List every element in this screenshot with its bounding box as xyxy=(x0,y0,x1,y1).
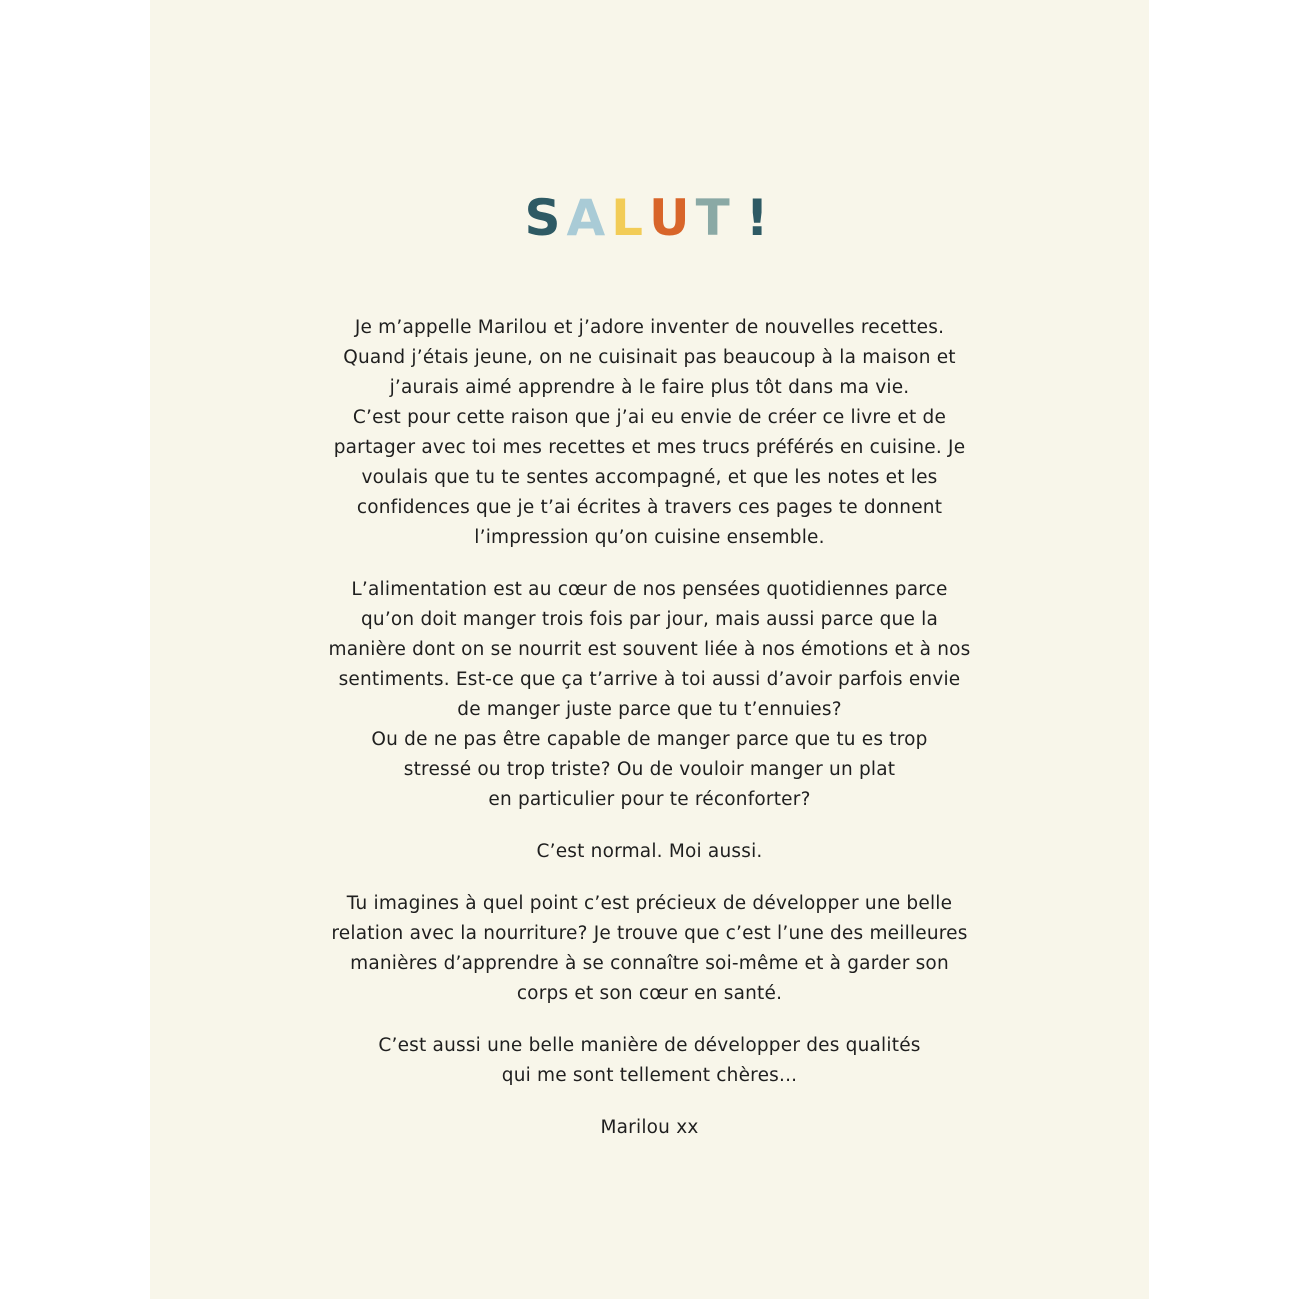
text-line: qu’on doit manger trois fois par jour, mais aussi parce que la xyxy=(360,609,939,630)
text-line: manières d’apprendre à se connaître soi-même et à garder son xyxy=(350,953,949,974)
body-text xyxy=(150,313,1149,1165)
text-line: Tu imagines à quel point c’est précieux de développer une belle xyxy=(346,893,953,914)
text-line: stressé ou trop triste? Ou de vouloir manger un plat xyxy=(403,759,896,780)
text-line: partager avec toi mes recettes et mes trucs préférés en cuisine. Je xyxy=(333,437,966,458)
qualities-paragraph xyxy=(150,1031,1149,1091)
text-line: relation avec la nourriture? Je trouve que c’est l’une des meilleures xyxy=(331,923,968,944)
book-page xyxy=(150,0,1149,1299)
title-letter-a: A xyxy=(566,189,612,247)
emotions-paragraph xyxy=(150,575,1149,815)
text-line: C’est pour cette raison que j’ai eu envie de créer ce livre et de xyxy=(352,407,947,428)
title-exclamation: ! xyxy=(745,189,775,247)
text-line: l’impression qu’on cuisine ensemble. xyxy=(474,527,825,548)
page-title xyxy=(150,190,1149,246)
text-line: en particulier pour te réconforter? xyxy=(488,789,811,810)
title-letter-l: L xyxy=(611,189,650,247)
text-line: Marilou xx xyxy=(600,1117,699,1138)
relation-paragraph xyxy=(150,889,1149,1009)
text-line: Quand j’étais jeune, on ne cuisinait pas beaucoup à la maison et xyxy=(343,347,956,368)
text-line: manière dont on se nourrit est souvent liée à nos émotions et à nos xyxy=(328,639,971,660)
text-line: qui me sont tellement chères... xyxy=(501,1065,798,1086)
normal-paragraph xyxy=(150,837,1149,867)
intro-paragraph xyxy=(150,313,1149,553)
text-line: j’aurais aimé apprendre à le faire plus tôt dans ma vie. xyxy=(389,377,910,398)
text-line: C’est normal. Moi aussi. xyxy=(536,841,763,862)
text-line: L’alimentation est au cœur de nos pensées quotidiennes parce xyxy=(351,579,948,600)
title-letter-t: T xyxy=(695,189,736,247)
text-line: confidences que je t’ai écrites à travers ces pages te donnent xyxy=(356,497,943,518)
title-letter-s: S xyxy=(524,189,567,247)
signature xyxy=(150,1113,1149,1143)
text-line: Ou de ne pas être capable de manger parce que tu es trop xyxy=(371,729,928,750)
text-line: voulais que tu te sentes accompagné, et que les notes et les xyxy=(361,467,938,488)
text-line: de manger juste parce que tu t’ennuies? xyxy=(457,699,842,720)
text-line: sentiments. Est-ce que ça t’arrive à toi aussi d’avoir parfois envie xyxy=(338,669,961,690)
title-letter-u: U xyxy=(649,189,696,247)
text-line: C’est aussi une belle manière de développer des qualités xyxy=(378,1035,921,1056)
text-line: Je m’appelle Marilou et j’adore inventer de nouvelles recettes. xyxy=(354,317,945,338)
text-line: corps et son cœur en santé. xyxy=(516,983,783,1004)
